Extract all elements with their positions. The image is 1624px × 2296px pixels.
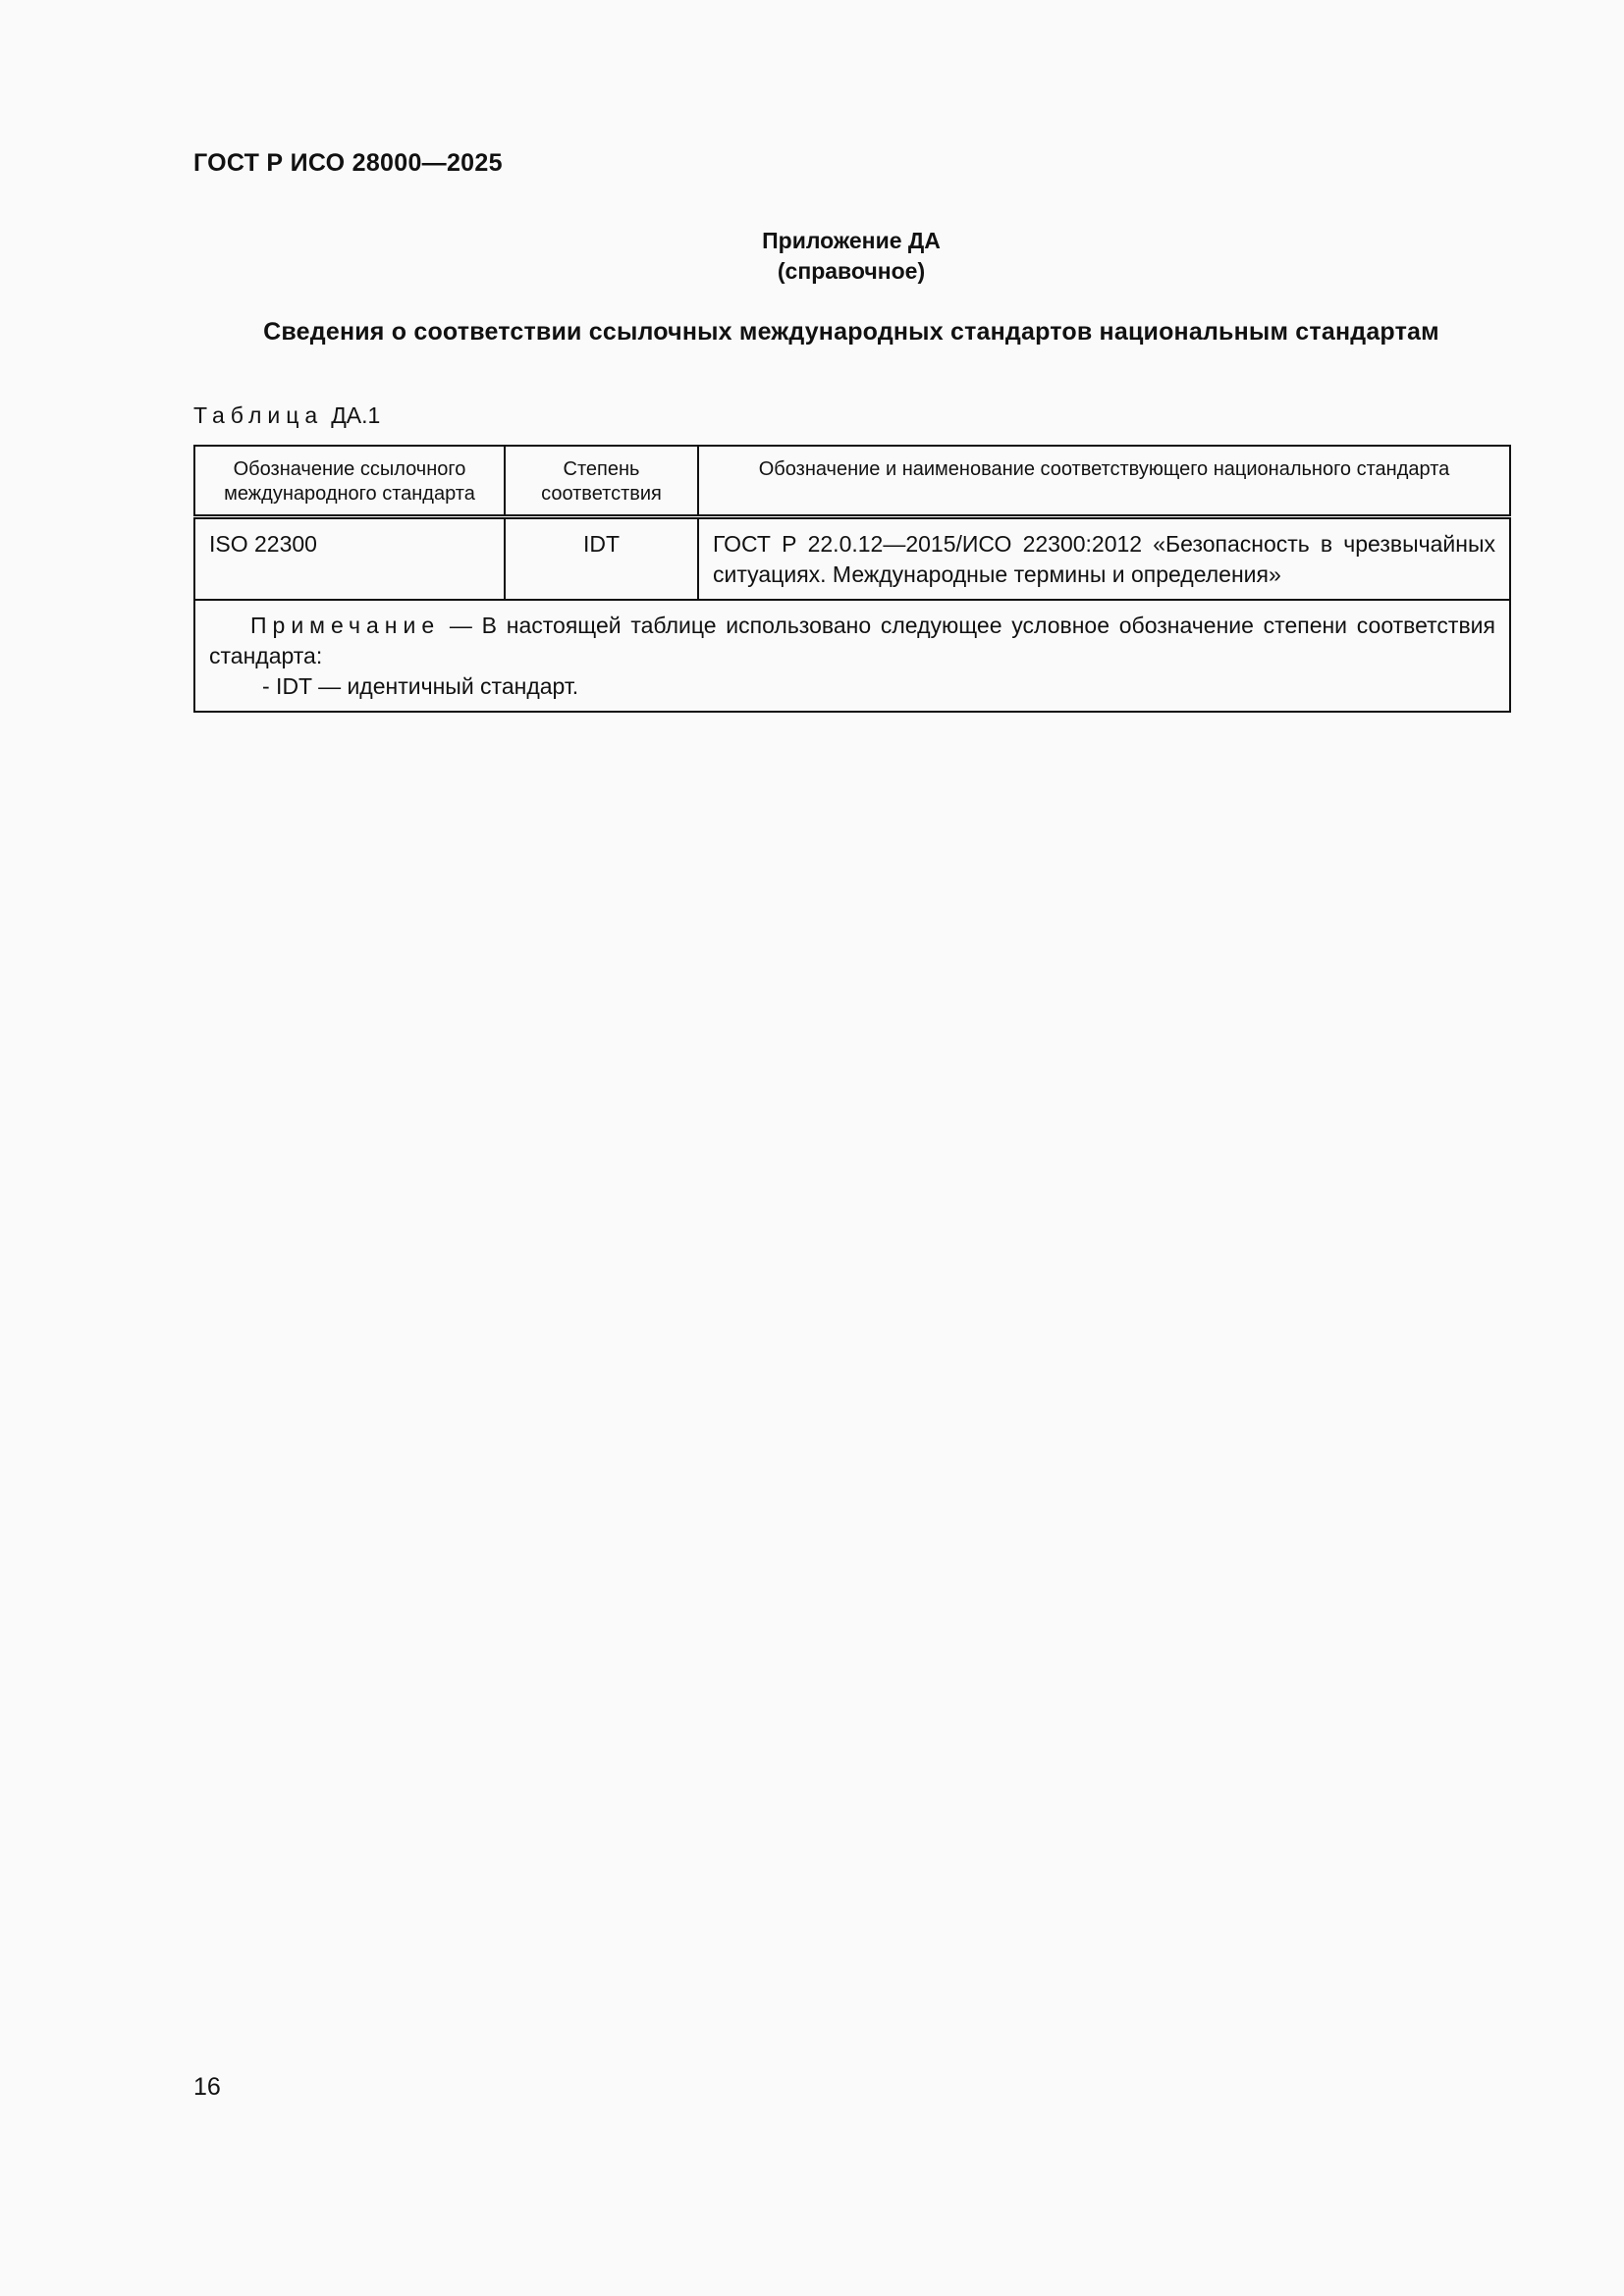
note-list-item: - IDT — идентичный стандарт. [262,673,579,699]
cell-national-standard: ГОСТ Р 22.0.12—2015/ИСО 22300:2012 «Безопасность в чрезвычайных ситуациях. Международные термины и определения» [698,517,1510,601]
table-note [194,600,1510,712]
reference-standards-table [193,445,1511,713]
table-caption-number: ДА.1 [331,402,381,428]
annex-title: Приложение ДА [762,228,941,253]
annex-heading [0,226,1624,287]
note-paragraph [209,611,1495,671]
section-title: Сведения о соответствии ссылочных международных стандартов национальным стандартам [263,318,1439,346]
annex-type: (справочное) [777,258,926,284]
note-label: Примечание [250,613,441,638]
cell-international-standard: ISO 22300 [194,517,505,601]
table-caption [193,402,380,429]
table-row [194,517,1510,601]
table-note-row [194,600,1510,712]
document-code: ГОСТ Р ИСО 28000—2025 [193,149,503,177]
page-number: 16 [193,2073,221,2101]
cell-degree: IDT [505,517,698,601]
note-text: — В настоящей таблице использовано следующее условное обозначение степени соответствия стандарта: [209,613,1495,668]
table-caption-label: Таблица [193,402,324,428]
header-international-standard: Обозначение ссылочного международного стандарта [194,446,505,517]
header-degree: Степень соответствия [505,446,698,517]
header-national-standard: Обозначение и наименование соответствующего национального стандарта [698,446,1510,517]
table-header-row [194,446,1510,517]
